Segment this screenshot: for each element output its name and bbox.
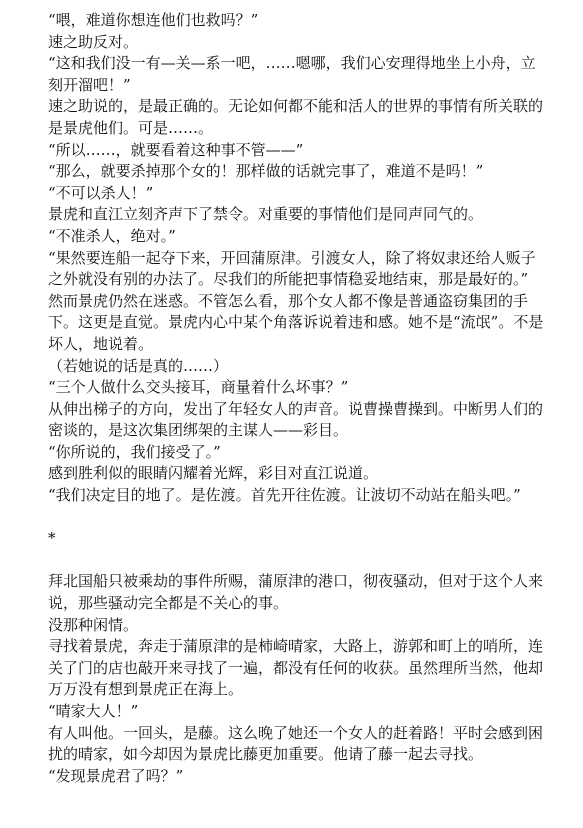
paragraph: “喂，难道你想连他们也救吗？” [48,11,259,29]
paragraph: “三个人做什么交头接耳，商量着什么坏事？” [48,378,349,397]
paragraph: 速之助反对。 [48,32,139,51]
paragraph: “发现景虎君了吗？” [48,766,184,785]
paragraph: 速之助说的，是最正确的。无论如何都不能和活人的世界的事情有所关联的是景虎他们。可是……。 [48,97,544,137]
paragraph: 没那种闲情。 [48,615,139,634]
paragraph: “果然要连船一起夺下来，开回蒲原津。引渡女人，除了将奴隶还给人贩子之外就没有别的办法了。尽我们的所能把事情稳妥地结束，那是最好的。” [48,248,536,289]
paragraph: 感到胜利似的眼睛闪耀着光辉，彩目对直江说道。 [48,464,379,483]
paragraph: 拜北国船只被乘劫的事件所赐，蒲原津的港口，彻夜骚动，但对于这个人来说，那些骚动完全都是不关心的事。 [48,572,544,613]
paragraph: 有人叫他。一回头，是藤。这么晚了她还一个女人的赶着路！平时会感到困扰的晴家，如今却因为景虎比藤更加重要。他请了藤一起去寻找。 [48,723,544,764]
paragraph: “不准杀人，绝对。” [48,226,176,245]
text-section-2 [48,571,548,787]
paragraph: “那么，就要杀掉那个女的！那样做的话就完事了，难道不是吗！” [48,162,484,181]
paragraph: 从伸出梯子的方向，发出了年轻女人的声音。说曹操曹操到。中断男人们的密谈的，是这次集团绑架的主谋人——彩目。 [48,399,544,440]
text-section-1 [48,10,548,507]
paragraph: （若她说的话是真的……） [48,356,229,375]
paragraph: “这和我们没一有—关—系一吧，……嗯哪，我们心安理得地坐上小舟，立刻开溜吧！” [48,54,536,94]
paragraph: “所以……，就要看着这种事不管——” [48,140,304,159]
section-separator: * [48,529,56,548]
paragraph: “晴家大人！” [48,702,139,720]
paragraph: 景虎和直江立刻齐声下了禁令。对重要的事情他们是同声同气的。 [48,205,484,224]
paragraph: “不可以杀人！” [48,183,154,202]
paragraph: 寻找着景虎，奔走于蒲原津的是柿崎晴家，大路上，游郭和町上的哨所，连关了门的店也敲开来寻找了一遍，都没有任何的收获。虽然理所当然，他却万万没有想到景虎正在海上。 [48,637,544,699]
paragraph: 然而景虎仍然在迷惑。不管怎么看，那个女人都不像是普通盗窃集团的手下。这更是直觉。景虎内心中某个角落诉说着违和感。她不是“流氓”。不是坏人，地说着。 [48,291,544,353]
document-page [48,10,548,787]
paragraph: “我们决定目的地了。是佐渡。首先开往佐渡。让波切不动站在船头吧。” [48,486,521,505]
paragraph: “你所说的，我们接受了。” [48,442,221,461]
